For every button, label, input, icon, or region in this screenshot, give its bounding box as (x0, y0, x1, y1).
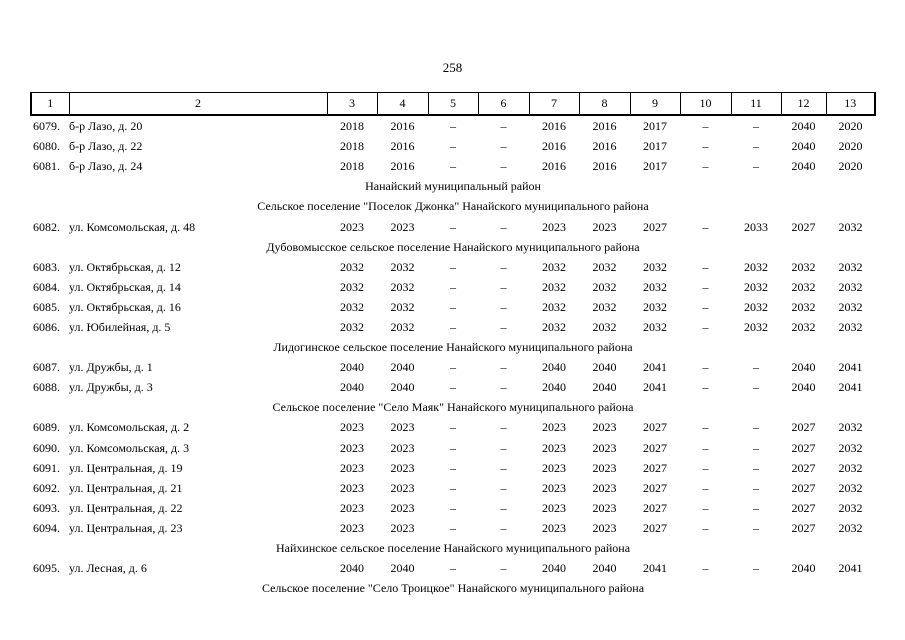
year-cell-col-12: 2032 (791, 299, 816, 314)
year-cell-col-13: 2032 (838, 460, 863, 475)
row-number: 6088. (33, 380, 60, 395)
row-number: 6080. (33, 139, 60, 154)
row-number: 6086. (33, 319, 60, 334)
year-cell-col-6: – (500, 420, 507, 435)
address-cell: ул. Центральная, д. 19 (69, 460, 183, 475)
table-row (31, 115, 875, 136)
year-cell-col-11: 2032 (744, 299, 768, 314)
year-cell-col-4: 2032 (390, 259, 415, 274)
table-row (31, 317, 875, 337)
address-cell: ул. Центральная, д. 21 (69, 480, 183, 495)
year-cell-col-6: – (500, 561, 507, 576)
column-header-5: 5 (428, 93, 478, 116)
column-header-11: 11 (731, 93, 781, 116)
year-cell-col-7: 2032 (542, 259, 566, 274)
address-cell: ул. Лесная, д. 6 (69, 561, 147, 576)
year-cell-col-12: 2040 (791, 360, 816, 375)
year-cell-col-11: – (753, 561, 759, 576)
year-cell-col-13: 2032 (838, 279, 863, 294)
section-heading: Лидогинское сельское поселение Нанайского муниципального района (273, 340, 633, 355)
year-cell-col-7: 2023 (542, 219, 566, 234)
year-cell-col-5: – (450, 561, 456, 576)
column-header-12: 12 (781, 93, 826, 116)
year-cell-col-5: – (450, 520, 456, 535)
row-number: 6095. (33, 561, 60, 576)
year-cell-col-6: – (500, 380, 507, 395)
year-cell-col-9: 2017 (643, 159, 667, 174)
table-row (31, 216, 875, 236)
column-header-9: 9 (630, 93, 680, 116)
year-cell-col-4: 2023 (390, 520, 415, 535)
year-cell-col-4: 2023 (390, 219, 415, 234)
year-cell-col-4: 2040 (390, 561, 415, 576)
year-cell-col-4: 2032 (390, 279, 415, 294)
column-header-6: 6 (478, 93, 529, 116)
year-cell-col-4: 2023 (390, 460, 415, 475)
year-cell-col-7: 2016 (542, 139, 566, 154)
year-cell-col-11: – (753, 360, 759, 375)
year-cell-col-8: 2032 (592, 279, 617, 294)
section-heading-row (31, 397, 875, 417)
year-cell-col-3: 2023 (340, 480, 364, 495)
year-cell-col-9: 2027 (643, 440, 667, 455)
year-cell-col-4: 2023 (390, 420, 415, 435)
year-cell-col-7: 2040 (542, 561, 566, 576)
year-cell-col-13: 2020 (838, 139, 863, 154)
year-cell-col-12: 2027 (791, 500, 816, 515)
address-cell: ул. Центральная, д. 23 (69, 520, 183, 535)
year-cell-col-8: 2023 (592, 500, 617, 515)
year-cell-col-11: – (753, 440, 759, 455)
year-cell-col-13: 2020 (838, 159, 863, 174)
year-cell-col-11: – (753, 420, 759, 435)
column-header-3: 3 (327, 93, 377, 116)
year-cell-col-8: 2023 (592, 219, 617, 234)
year-cell-col-11: – (753, 119, 759, 134)
section-heading: Сельское поселение "Поселок Джонка" Нанайского муниципального района (257, 199, 649, 214)
year-cell-col-8: 2016 (592, 159, 617, 174)
year-cell-col-6: – (500, 279, 507, 294)
year-cell-col-5: – (450, 299, 456, 314)
year-cell-col-7: 2040 (542, 380, 566, 395)
year-cell-col-8: 2023 (592, 420, 617, 435)
year-cell-col-8: 2040 (592, 561, 617, 576)
address-cell: б-р Лазо, д. 20 (69, 119, 143, 134)
address-cell: ул. Центральная, д. 22 (69, 500, 183, 515)
year-cell-col-12: 2032 (791, 319, 816, 334)
year-cell-col-12: 2040 (791, 380, 816, 395)
year-cell-col-6: – (500, 119, 507, 134)
year-cell-col-10: – (702, 440, 709, 455)
year-cell-col-3: 2023 (340, 219, 364, 234)
row-number: 6090. (33, 440, 60, 455)
year-cell-col-9: 2032 (643, 299, 667, 314)
year-cell-col-9: 2032 (643, 319, 667, 334)
address-cell: ул. Комсомольская, д. 48 (69, 219, 196, 234)
table-row (31, 357, 875, 377)
year-cell-col-13: 2032 (838, 520, 863, 535)
year-cell-col-8: 2032 (592, 299, 617, 314)
year-cell-col-11: – (753, 139, 759, 154)
year-cell-col-8: 2023 (592, 440, 617, 455)
year-cell-col-7: 2040 (542, 360, 566, 375)
year-cell-col-3: 2018 (340, 139, 364, 154)
year-cell-col-7: 2023 (542, 420, 566, 435)
year-cell-col-9: 2017 (643, 119, 667, 134)
year-cell-col-6: – (500, 299, 507, 314)
section-heading: Дубовомысское сельское поселение Нанайского муниципального района (266, 239, 640, 254)
year-cell-col-5: – (450, 420, 456, 435)
year-cell-col-4: 2016 (390, 119, 415, 134)
year-cell-col-9: 2027 (643, 500, 667, 515)
year-cell-col-13: 2032 (838, 319, 863, 334)
year-cell-col-13: 2041 (838, 380, 863, 395)
year-cell-col-10: – (702, 380, 709, 395)
year-cell-col-9: 2017 (643, 139, 667, 154)
table-row (31, 558, 875, 578)
year-cell-col-5: – (450, 460, 456, 475)
column-header-2: 2 (69, 93, 327, 116)
year-cell-col-4: 2023 (390, 500, 415, 515)
row-number: 6083. (33, 259, 60, 274)
year-cell-col-11: – (753, 460, 759, 475)
year-cell-col-13: 2032 (838, 480, 863, 495)
year-cell-col-3: 2040 (340, 380, 364, 395)
year-cell-col-9: 2041 (643, 360, 667, 375)
year-cell-col-4: 2032 (390, 299, 415, 314)
year-cell-col-6: – (500, 360, 507, 375)
year-cell-col-6: – (500, 500, 507, 515)
table-row (31, 478, 875, 498)
year-cell-col-5: – (450, 440, 456, 455)
year-cell-col-12: 2027 (791, 460, 816, 475)
column-header-1: 1 (31, 93, 69, 116)
year-cell-col-8: 2023 (592, 480, 617, 495)
year-cell-col-3: 2032 (340, 299, 364, 314)
year-cell-col-7: 2032 (542, 279, 566, 294)
year-cell-col-4: 2032 (390, 319, 415, 334)
year-cell-col-10: – (702, 159, 709, 174)
year-cell-col-9: 2027 (643, 520, 667, 535)
row-number: 6092. (33, 480, 60, 495)
year-cell-col-5: – (450, 360, 456, 375)
year-cell-col-10: – (702, 360, 709, 375)
year-cell-col-12: 2027 (791, 440, 816, 455)
year-cell-col-3: 2023 (340, 460, 364, 475)
year-cell-col-3: 2023 (340, 420, 364, 435)
year-cell-col-3: 2040 (340, 561, 364, 576)
year-cell-col-12: 2040 (791, 119, 816, 134)
year-cell-col-9: 2032 (643, 279, 667, 294)
address-cell: ул. Октябрьская, д. 16 (69, 299, 181, 314)
year-cell-col-7: 2016 (542, 159, 566, 174)
year-cell-col-7: 2016 (542, 119, 566, 134)
year-cell-col-13: 2032 (838, 259, 863, 274)
year-cell-col-10: – (702, 420, 709, 435)
row-number: 6085. (33, 299, 60, 314)
year-cell-col-11: – (753, 159, 759, 174)
year-cell-col-4: 2016 (390, 139, 415, 154)
section-heading: Найхинское сельское поселение Нанайского муниципального района (275, 541, 631, 556)
year-cell-col-3: 2040 (340, 360, 364, 375)
year-cell-col-13: 2032 (838, 440, 863, 455)
section-heading-row (31, 538, 875, 558)
year-cell-col-11: – (753, 380, 759, 395)
year-cell-col-9: 2027 (643, 420, 667, 435)
year-cell-col-10: – (702, 299, 709, 314)
year-cell-col-10: – (702, 460, 709, 475)
year-cell-col-7: 2023 (542, 440, 566, 455)
year-cell-col-8: 2023 (592, 460, 617, 475)
year-cell-col-10: – (702, 520, 709, 535)
year-cell-col-7: 2023 (542, 460, 566, 475)
year-cell-col-9: 2027 (643, 480, 667, 495)
year-cell-col-10: – (702, 319, 709, 334)
year-cell-col-11: – (753, 480, 759, 495)
address-cell: ул. Дружбы, д. 1 (69, 360, 153, 375)
year-cell-col-6: – (500, 480, 507, 495)
year-cell-col-3: 2032 (340, 259, 364, 274)
year-cell-col-5: – (450, 380, 456, 395)
year-cell-col-9: 2041 (643, 561, 667, 576)
row-number: 6082. (33, 219, 60, 234)
year-cell-col-5: – (450, 159, 456, 174)
year-cell-col-10: – (702, 561, 709, 576)
table-row (31, 377, 875, 397)
year-cell-col-12: 2040 (791, 159, 816, 174)
address-cell: ул. Октябрьская, д. 14 (69, 279, 181, 294)
year-cell-col-4: 2040 (390, 360, 415, 375)
table-row (31, 297, 875, 317)
row-number: 6079. (33, 119, 60, 134)
table-row (31, 518, 875, 538)
table-row (31, 498, 875, 518)
section-heading-row (31, 176, 875, 196)
year-cell-col-7: 2032 (542, 319, 566, 334)
address-cell: ул. Октябрьская, д. 12 (69, 259, 181, 274)
year-cell-col-9: 2027 (643, 219, 667, 234)
year-cell-col-8: 2040 (592, 360, 617, 375)
year-cell-col-8: 2032 (592, 319, 617, 334)
year-cell-col-4: 2040 (390, 380, 415, 395)
row-number: 6093. (33, 500, 60, 515)
year-cell-col-11: 2032 (744, 319, 768, 334)
year-cell-col-8: 2016 (592, 119, 617, 134)
year-cell-col-6: – (500, 259, 507, 274)
table-row (31, 156, 875, 176)
year-cell-col-3: 2032 (340, 319, 364, 334)
table-row (31, 257, 875, 277)
year-cell-col-4: 2023 (390, 440, 415, 455)
year-cell-col-8: 2032 (592, 259, 617, 274)
table-row (31, 438, 875, 458)
year-cell-col-10: – (702, 259, 709, 274)
section-heading-row (31, 237, 875, 257)
address-cell: ул. Комсомольская, д. 2 (69, 420, 190, 435)
column-header-4: 4 (377, 93, 428, 116)
year-cell-col-9: 2032 (643, 259, 667, 274)
section-heading-row (31, 337, 875, 357)
year-cell-col-7: 2023 (542, 480, 566, 495)
table-body (31, 115, 875, 598)
address-cell: б-р Лазо, д. 22 (69, 139, 143, 154)
row-number: 6084. (33, 279, 60, 294)
year-cell-col-4: 2023 (390, 480, 415, 495)
row-number: 6094. (33, 520, 60, 535)
year-cell-col-12: 2040 (791, 561, 816, 576)
year-cell-col-13: 2041 (838, 360, 863, 375)
column-header-13: 13 (826, 93, 875, 116)
column-number-header-row (31, 93, 875, 116)
year-cell-col-9: 2027 (643, 460, 667, 475)
row-number: 6089. (33, 420, 60, 435)
year-cell-col-13: 2032 (838, 500, 863, 515)
row-number: 6091. (33, 460, 60, 475)
year-cell-col-12: 2027 (791, 520, 816, 535)
year-cell-col-13: 2032 (838, 219, 863, 234)
column-header-8: 8 (579, 93, 630, 116)
year-cell-col-12: 2040 (791, 139, 816, 154)
year-cell-col-11: 2033 (744, 219, 768, 234)
year-cell-col-7: 2023 (542, 520, 566, 535)
year-cell-col-3: 2023 (340, 520, 364, 535)
year-cell-col-6: – (500, 219, 507, 234)
year-cell-col-8: 2023 (592, 520, 617, 535)
column-header-10: 10 (680, 93, 731, 116)
year-cell-col-5: – (450, 279, 456, 294)
year-cell-col-5: – (450, 119, 456, 134)
year-cell-col-6: – (500, 440, 507, 455)
section-heading: Сельское поселение "Село Маяк" Нанайского муниципального района (272, 400, 634, 415)
year-cell-col-11: – (753, 520, 759, 535)
address-cell: ул. Комсомольская, д. 3 (69, 440, 190, 455)
year-cell-col-6: – (500, 520, 507, 535)
year-cell-col-10: – (702, 119, 709, 134)
year-cell-col-10: – (702, 139, 709, 154)
year-cell-col-5: – (450, 319, 456, 334)
section-heading-row (31, 196, 875, 216)
year-cell-col-13: 2032 (838, 299, 863, 314)
address-cell: б-р Лазо, д. 24 (69, 159, 143, 174)
year-cell-col-8: 2016 (592, 139, 617, 154)
table-row (31, 136, 875, 156)
address-cell: ул. Дружбы, д. 3 (69, 380, 153, 395)
year-cell-col-3: 2018 (340, 159, 364, 174)
year-cell-col-12: 2032 (791, 259, 816, 274)
year-cell-col-10: – (702, 500, 709, 515)
year-cell-col-12: 2032 (791, 279, 816, 294)
year-cell-col-7: 2023 (542, 500, 566, 515)
column-header-7: 7 (529, 93, 579, 116)
year-cell-col-11: – (753, 500, 759, 515)
section-heading-row (31, 578, 875, 598)
year-cell-col-3: 2018 (340, 119, 364, 134)
year-cell-col-10: – (702, 219, 709, 234)
year-cell-col-3: 2032 (340, 279, 364, 294)
year-cell-col-3: 2023 (340, 440, 364, 455)
year-cell-col-13: 2032 (838, 420, 863, 435)
year-cell-col-6: – (500, 460, 507, 475)
year-cell-col-10: – (702, 480, 709, 495)
year-cell-col-8: 2040 (592, 380, 617, 395)
year-cell-col-5: – (450, 500, 456, 515)
year-cell-col-11: 2032 (744, 279, 768, 294)
year-cell-col-12: 2027 (791, 480, 816, 495)
housing-schedule-table (30, 92, 876, 598)
year-cell-col-6: – (500, 159, 507, 174)
row-number: 6087. (33, 360, 60, 375)
year-cell-col-4: 2016 (390, 159, 415, 174)
table-row (31, 417, 875, 437)
year-cell-col-7: 2032 (542, 299, 566, 314)
row-number: 6081. (33, 159, 60, 174)
year-cell-col-3: 2023 (340, 500, 364, 515)
year-cell-col-13: 2020 (838, 119, 863, 134)
year-cell-col-11: 2032 (744, 259, 768, 274)
section-heading: Сельское поселение "Село Троицкое" Нанайского муниципального района (261, 581, 645, 596)
year-cell-col-5: – (450, 219, 456, 234)
year-cell-col-12: 2027 (791, 420, 816, 435)
year-cell-col-5: – (450, 480, 456, 495)
year-cell-col-6: – (500, 139, 507, 154)
year-cell-col-5: – (450, 259, 456, 274)
year-cell-col-10: – (702, 279, 709, 294)
page-number: 258 (442, 60, 463, 75)
section-heading: Нанайский муниципальный район (365, 179, 541, 194)
table-row (31, 277, 875, 297)
address-cell: ул. Юбилейная, д. 5 (69, 319, 171, 334)
year-cell-col-13: 2041 (838, 561, 863, 576)
year-cell-col-9: 2041 (643, 380, 667, 395)
year-cell-col-5: – (450, 139, 456, 154)
year-cell-col-6: – (500, 319, 507, 334)
year-cell-col-12: 2027 (791, 219, 816, 234)
table-row (31, 458, 875, 478)
